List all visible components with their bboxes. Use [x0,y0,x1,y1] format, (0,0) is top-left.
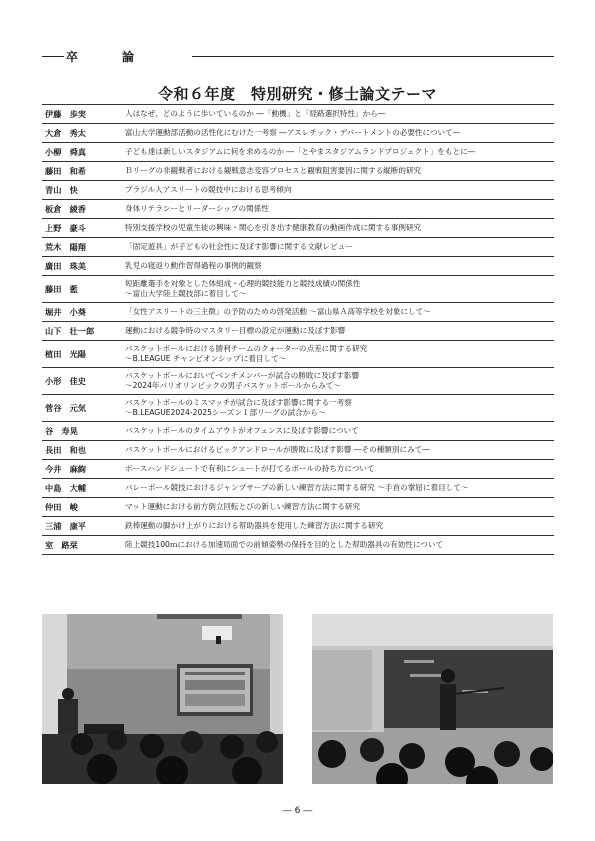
thesis-title-line: 「固定遊具」が子どもの社会性に及ぼす影響に関する文献レビュー [125,242,353,251]
thesis-title [121,303,554,322]
thesis-title-line: 乳児の寝返り動作習得過程の事例的観察 [125,261,262,270]
thesis-title-line: ブラジル人アスリートの競技中における思考傾向 [125,185,292,194]
theme-row [42,200,554,219]
thesis-title-line: バスケットボールにおいてベンチメンバーが試合の勝敗に及ぼす影響 [125,371,360,380]
header-lead-rule [42,56,64,57]
thesis-title-line: 富山大学運動部活動の活性化にむけた一考察 ―アスレチック・デパートメントの必要性について― [125,128,461,137]
theme-table [42,104,554,555]
section-header [42,48,554,64]
author-name: 藤田 藍 [45,283,78,294]
thesis-title [121,479,554,498]
thesis-title-line: バスケットボールのタイムアウトがオフェンスに及ぼす影響について [125,426,359,435]
thesis-title [121,536,554,555]
author-name: 小形 佳史 [45,375,86,386]
thesis-title-line: バスケットボールにおけるピックアンドロールが勝敗に及ぼす影響 ―その種類別にみて― [125,445,430,454]
thesis-title [121,105,554,124]
thesis-title-line: 短距離選手を対象とした体組成・心理的競技能力と競技成績の関係性 [125,279,361,288]
author-name: 谷 寿晃 [45,425,78,436]
theme-row [42,276,554,303]
thesis-title [121,422,554,441]
thesis-title-line: ～B.LEAGUE2024-2025シーズン１部リーグの試合から～ [125,408,326,417]
thesis-title-line: ～富山大学陸上競技部に着目して～ [125,289,247,298]
author-name: 中島 大輔 [45,482,86,493]
theme-row [42,257,554,276]
page-number: ― 6 ― [282,806,313,816]
thesis-title-line: 陸上競技100ｍにおける加速局面での前傾姿勢の保持を目的とした幇助器具の有効性について [125,540,444,549]
thesis-title-line: 人はなぜ、どのように歩いているのか ―「動機」と「経路選択特性」から― [125,109,386,118]
theme-row [42,105,554,124]
thesis-title-line: 子ども達は新しいスタジアムに何を求めるのか ―「とやまスタジアムランドプロジェクト」をもとに― [125,147,476,156]
theme-row [42,341,554,368]
thesis-title [121,219,554,238]
theme-row [42,322,554,341]
author-name: 室 路栞 [45,539,78,550]
author-name: 青山 快 [45,184,78,195]
thesis-title-line: バレーボール競技におけるジャンプサーブの新しい練習方法に関する研究 ～手首の掌屈に着目して～ [125,483,469,492]
thesis-title-line: 身体リテラシーとリーダーシップの関係性 [125,204,269,213]
author-name: 板倉 綾香 [45,203,86,214]
theme-row [42,441,554,460]
thesis-title [121,257,554,276]
theme-row [42,422,554,441]
thesis-title [121,238,554,257]
theme-row [42,517,554,536]
theme-row [42,181,554,200]
author-name: 藤田 和希 [45,165,86,176]
thesis-title [121,181,554,200]
thesis-title [121,322,554,341]
thesis-title-line: ボースハンドシュートで有利にシュートが打てるボールの持ち方について [125,464,375,473]
thesis-title-line: 鉄棒運動の脚かけ上がりにおける幇助器具を使用した練習方法に関する研究 [125,521,384,530]
author-name: 今井 麻絢 [45,463,86,474]
thesis-title [121,200,554,219]
theme-row [42,143,554,162]
thesis-title [121,441,554,460]
theme-row [42,498,554,517]
thesis-title-line: バスケットボールのミスマッチが試合に及ぼす影響に関する一考察 [125,398,352,407]
author-name: 大倉 秀太 [45,127,86,138]
thesis-title [121,395,554,422]
thesis-title [121,517,554,536]
lecture-photo-blackboard [312,614,553,784]
theme-row [42,124,554,143]
section-label-char-1: 卒 [66,50,79,64]
thesis-title [121,341,554,368]
author-name: 植田 光陽 [45,348,86,359]
thesis-title [121,276,554,303]
theme-row [42,479,554,498]
theme-row [42,238,554,257]
header-trailing-rule [192,56,554,57]
thesis-title-line: 「女性アスリートの三主徴」の予防のための啓発活動 ～富山県Ａ高等学校を対象にして～ [125,307,431,316]
theme-row [42,303,554,322]
theme-row [42,162,554,181]
author-name: 三浦 康平 [45,520,86,531]
thesis-title [121,124,554,143]
author-name: 山下 壮一郎 [45,325,95,336]
thesis-title [121,162,554,181]
author-name: 仲田 峻 [45,501,78,512]
author-name: 荒木 陽翔 [45,241,86,252]
thesis-title-line: Ｂリーグの非観戦者における観戦意志変容プロセスと観戦阻害要因に関する縦断的研究 [125,166,422,175]
author-name: 廣田 珠美 [45,260,86,271]
section-label-char-2: 論 [122,50,135,64]
author-name: 小柳 舜真 [45,146,86,157]
lecture-photo-blackboard-image [312,614,553,784]
author-name: 伊藤 歩実 [45,108,86,119]
thesis-title [121,460,554,479]
lecture-photo-slides-image [42,614,283,784]
thesis-title [121,368,554,395]
theme-row [42,460,554,479]
theme-row [42,219,554,238]
author-name: 長田 和也 [45,444,86,455]
author-name: 堀井 小葵 [45,306,86,317]
thesis-title-line: 運動における競争時のマスタリー目標の設定が運動に及ぼす影響 [125,326,346,335]
thesis-title-line: ～B.LEAGUE チャンピオンシップに着目して～ [125,354,287,363]
thesis-title-line: ～2024年パリオリンピックの男子バスケットボールからみて～ [125,381,341,390]
thesis-title-line: バスケットボールにおける勝利チームのクォーターの点差に関する研究 [125,344,368,353]
section-label [66,48,134,65]
page-title: 令和６年度 特別研究・修士論文テーマ [157,85,437,103]
theme-row [42,395,554,422]
thesis-title-line: 特別支援学校の児童生徒の興味・関心を引き出す健康教育の動画作成に関する事例研究 [125,223,422,232]
lecture-photo-slides [42,614,283,784]
thesis-title-line: マット運動における前方倒立回転とびの新しい練習方法に関する研究 [125,502,361,511]
thesis-title [121,143,554,162]
thesis-title [121,498,554,517]
author-name: 上野 豪斗 [45,222,86,233]
theme-row [42,536,554,555]
theme-row [42,368,554,395]
author-name: 菅谷 元気 [45,402,86,413]
